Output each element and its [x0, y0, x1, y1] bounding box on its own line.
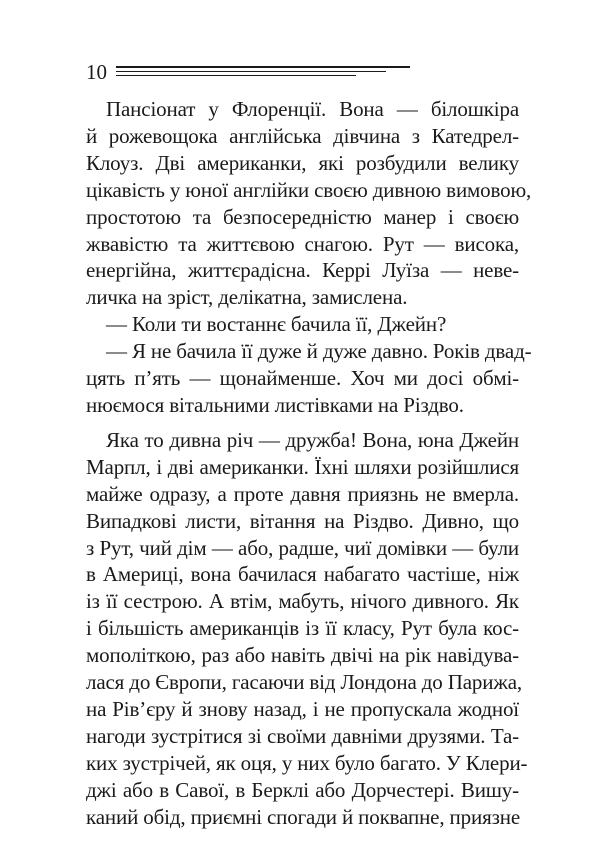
header-rule-thin [116, 75, 356, 76]
text-line: ких зустрічей, як оця, у них було багато. У Клери- [86, 750, 528, 775]
text-line: каний обід, приємні спогади й поквапне, приязне [86, 804, 520, 829]
text-line: Пансіонат у Флоренції. Вона — білошкіра [106, 97, 519, 121]
text-line: личка на зріст, делікатна, замислена. [86, 285, 408, 310]
text-line: з Рут, чий дім — або, радше, чиї домівки — були [86, 535, 519, 560]
text-line: Яка то дивна річ — дружба! Вона, юна Джейн [106, 427, 519, 452]
text-line: й рожевощока англійська дівчина з Катедрел- [86, 123, 519, 148]
header-rule-medium [116, 71, 386, 72]
text-line: простотою та безпосередністю манер і своєю [86, 204, 519, 229]
text-line: і більшість американців із її класу, Рут була кос- [86, 616, 519, 641]
text-line: жвавістю та життєвою снагою. Рут — висока, [86, 231, 519, 256]
text-line: Випадкові листи, вітання на Різдво. Дивно, що [86, 508, 519, 533]
text-line: — Коли ти востаннє бачила її, Джейн? [106, 312, 447, 337]
text-line: цять п’ять — щонайменше. Хоч ми досі обмі- [86, 366, 519, 391]
text-line: лася до Європи, гасаючи від Лондона до Парижа, [86, 670, 522, 695]
text-line: нагоди зустрітися зі своїми давніми друзями. Та- [86, 723, 519, 748]
text-line: цікавість у юної англійки своєю дивною вимовою, [86, 177, 532, 202]
header-rule-thick [116, 66, 410, 68]
text-line: мополіткою, раз або навіть двічі на рік навідува- [86, 643, 519, 668]
text-line: Марпл, і дві американки. Їхні шляхи розійшлися [86, 454, 519, 479]
text-line: майже одразу, а проте давня приязнь не вмерла. [86, 481, 519, 506]
page-header [86, 60, 526, 84]
paragraph-2-dialogue [86, 311, 519, 338]
paragraph-4 [86, 427, 528, 831]
text-line: нюємося вітальними листівками на Різдво. [86, 392, 464, 417]
text-line: в Америці, вона бачилася набагато частіше, ніж [86, 562, 519, 587]
text-line: Клоуз. Дві американки, які розбудили велику [86, 150, 519, 175]
text-line: енергійна, життєрадісна. Керрі Луїза — неве- [86, 258, 519, 283]
text-line: на Рів’єру й знову назад, і не пропускала жодної [86, 696, 519, 721]
text-line: джі або в Савої, в Берклі або Дорчестері. Вишу- [86, 777, 519, 802]
text-line: із її сестрою. А втім, мабуть, нічого дивного. Як [86, 589, 519, 614]
paragraph-1 [86, 96, 532, 311]
body-text [86, 96, 532, 830]
page-number: 10 [86, 60, 107, 84]
paragraph-3-dialogue [86, 338, 532, 419]
text-line: — Я не бачила її дуже й дуже давно. Років двад- [106, 339, 532, 364]
